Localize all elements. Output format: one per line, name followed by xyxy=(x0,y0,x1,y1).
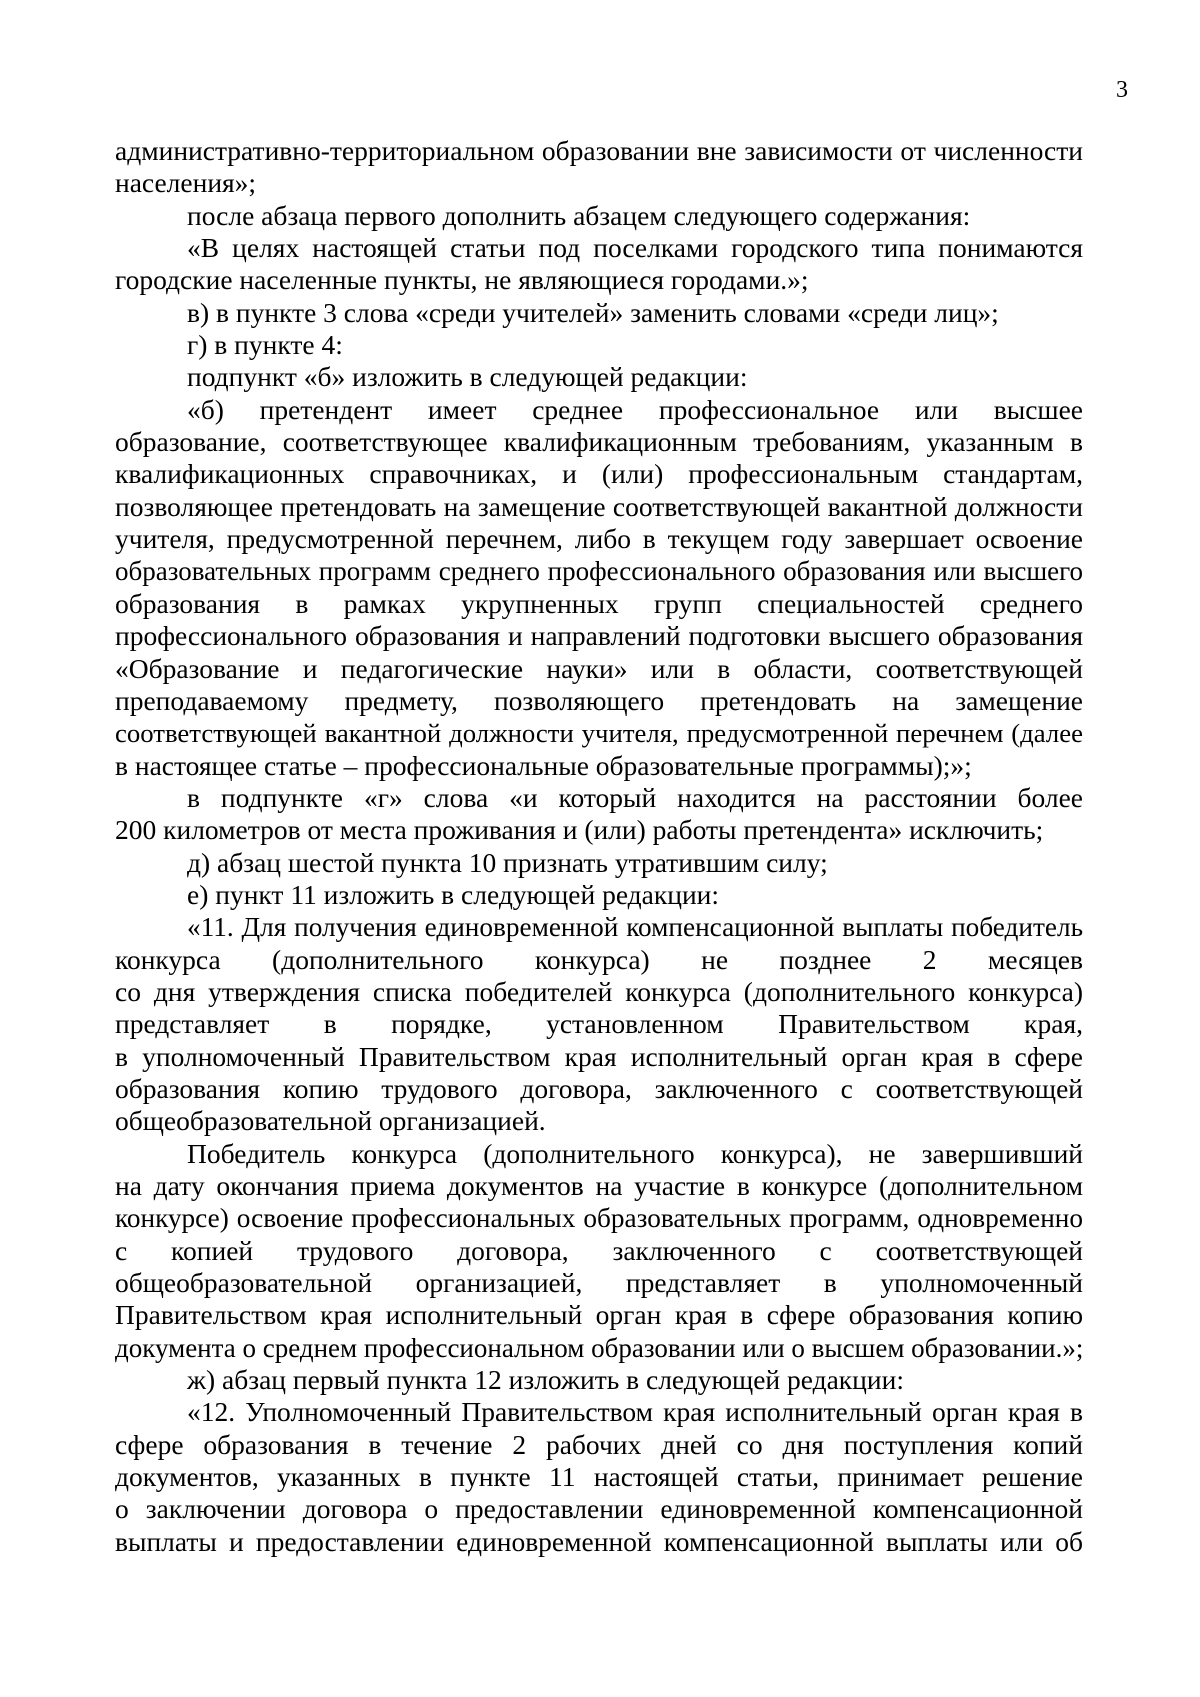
text-line: документа о среднем профессиональном образовании или о высшем образовании.»; xyxy=(115,1332,1083,1363)
text-line: в уполномоченный Правительством края исполнительный орган края в сфере xyxy=(115,1040,1083,1072)
text-line: 200 километров от места проживания и (или) работы претендента» исключить; xyxy=(115,814,1044,846)
text-line: преподаваемому предмету, позволяющего претендовать на замещение xyxy=(115,684,1083,716)
text-line: населения»; xyxy=(115,167,257,199)
text-line: образования в рамках укрупненных групп специальностей среднего xyxy=(115,587,1083,619)
text-line: выплаты и предоставлении единовременной компенсационной выплаты или об xyxy=(115,1525,1083,1557)
text-line: образования копию трудового договора, заключенного с соответствующей xyxy=(115,1072,1083,1104)
text-line: соответствующей вакантной должности учителя, предусмотренной перечнем (далее xyxy=(115,718,1083,749)
text-line: позволяющее претендовать на замещение соответствующей вакантной должности xyxy=(115,490,1083,522)
text-line: с копией трудового договора, заключенного с соответствующей xyxy=(115,1234,1083,1266)
text-line: г) в пункте 4: xyxy=(187,329,343,361)
text-line: е) пункт 11 изложить в следующей редакции: xyxy=(187,878,720,910)
text-line: «б) претендент имеет среднее профессиональное или высшее xyxy=(187,393,1083,425)
text-line: подпункт «б» изложить в следующей редакции: xyxy=(187,361,748,393)
text-line: общеобразовательной организацией. xyxy=(115,1105,546,1137)
text-line: городские населенные пункты, не являющиеся городами.»; xyxy=(115,264,809,296)
text-line: в настоящее статье – профессиональные образовательные программы);»; xyxy=(115,749,972,781)
text-line: «Образование и педагогические науки» или в области, соответствующей xyxy=(115,652,1083,684)
text-line: д) абзац шестой пункта 10 признать утратившим силу; xyxy=(187,846,828,878)
text-line: конкурсе) освоение профессиональных образовательных программ, одновременно xyxy=(115,1203,1083,1234)
text-line: квалификационных справочниках, и (или) профессиональным стандартам, xyxy=(115,458,1083,490)
text-line: в) в пункте 3 слова «среди учителей» заменить словами «среди лиц»; xyxy=(187,296,999,328)
page-number: 3 xyxy=(1116,77,1128,103)
text-line: «11. Для получения единовременной компенсационной выплаты победитель xyxy=(187,912,1083,943)
text-line: со дня утверждения списка победителей конкурса (дополнительного конкурса) xyxy=(115,975,1083,1007)
text-line: «В целях настоящей статьи под поселками городского типа понимаются xyxy=(187,232,1083,264)
text-line: сфере образования в течение 2 рабочих дней со дня поступления копий xyxy=(115,1428,1083,1460)
text-line: административно-территориальном образовании вне зависимости от численности xyxy=(115,135,1083,166)
text-line: о заключении договора о предоставлении единовременной компенсационной xyxy=(115,1493,1083,1525)
text-line: на дату окончания приема документов на участие в конкурсе (дополнительном xyxy=(115,1170,1083,1201)
text-line: образование, соответствующее квалификационным требованиям, указанным в xyxy=(115,426,1083,458)
text-line: в подпункте «г» слова «и который находится на расстоянии более xyxy=(187,781,1083,813)
text-line: «12. Уполномоченный Правительством края исполнительный орган края в xyxy=(187,1396,1083,1428)
text-line: после абзаца первого дополнить абзацем следующего содержания: xyxy=(187,199,971,231)
text-line: Победитель конкурса (дополнительного конкурса), не завершивший xyxy=(187,1137,1083,1169)
document-body xyxy=(115,135,1083,1558)
text-line: профессионального образования и направлений подготовки высшего образования xyxy=(115,620,1083,652)
text-line: ж) абзац первый пункта 12 изложить в следующей редакции: xyxy=(187,1364,904,1396)
text-line: представляет в порядке, установленном Правительством края, xyxy=(115,1008,1083,1040)
text-line: общеобразовательной организацией, представляет в уполномоченный xyxy=(115,1267,1083,1299)
text-line: конкурса (дополнительного конкурса) не позднее 2 месяцев xyxy=(115,943,1083,975)
text-line: документов, указанных в пункте 11 настоящей статьи, принимает решение xyxy=(115,1461,1083,1493)
text-line: Правительством края исполнительный орган края в сфере образования копию xyxy=(115,1299,1083,1331)
text-line: образовательных программ среднего профессионального образования или высшего xyxy=(115,556,1083,587)
text-line: учителя, предусмотренной перечнем, либо в текущем году завершает освоение xyxy=(115,523,1083,555)
